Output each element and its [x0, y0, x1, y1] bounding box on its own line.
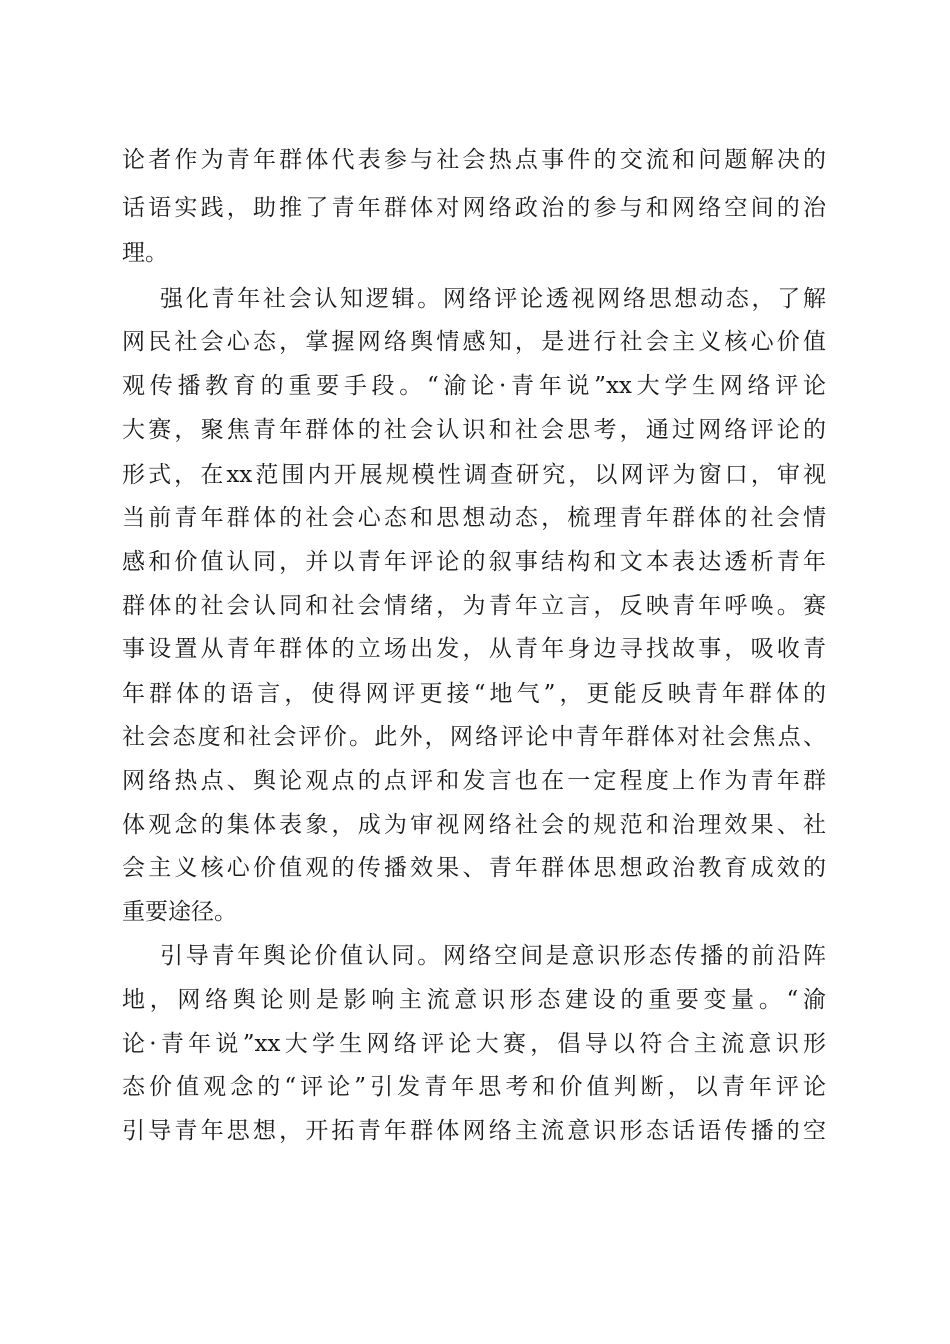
- text-line-3: 理。: [122, 240, 168, 266]
- text-line-2: 话语实践，助推了青年群体对网络政治的参与和网络空间的治: [122, 195, 826, 221]
- text-line-15: 网络热点、舆论观点的点评和发言也在一定程度上作为青年群: [122, 768, 826, 794]
- text-line-19: 引导青年舆论价值认同。网络空间是意识形态传播的前沿阵: [160, 943, 826, 969]
- text-line-10: 感和价值认同，并以青年评论的叙事结构和文本表达透析青年: [122, 549, 826, 575]
- text-line-9: 当前青年群体的社会心态和思想动态，梳理青年群体的社会情: [122, 505, 826, 531]
- text-line-6: 观传播教育的重要手段。“渝论·青年说”xx大学生网络评论: [122, 373, 826, 399]
- text-line-21: 论·青年说”xx大学生网络评论大赛，倡导以符合主流意识形: [122, 1031, 826, 1057]
- text-line-22: 态价值观念的“评论”引发青年思考和价值判断，以青年评论: [122, 1074, 826, 1100]
- text-line-18: 重要途径。: [122, 899, 237, 925]
- text-line-20: 地，网络舆论则是影响主流意识形态建设的重要变量。“渝: [122, 987, 826, 1013]
- text-line-14: 社会态度和社会评价。此外，网络评论中青年群体对社会焦点、: [122, 724, 826, 750]
- text-line-1: 论者作为青年群体代表参与社会热点事件的交流和问题解决的: [122, 147, 826, 173]
- text-line-7: 大赛，聚焦青年群体的社会认识和社会思考，通过网络评论的: [122, 417, 826, 443]
- text-line-13: 年群体的语言，使得网评更接“地气”，更能反映青年群体的: [122, 681, 826, 707]
- text-line-11: 群体的社会认同和社会情绪，为青年立言，反映青年呼唤。赛: [122, 593, 826, 619]
- text-line-16: 体观念的集体表象，成为审视网络社会的规范和治理效果、社: [122, 812, 826, 838]
- text-line-8: 形式，在xx范围内开展规模性调查研究，以网评为窗口，审视: [122, 462, 826, 488]
- text-line-12: 事设置从青年群体的立场出发，从青年身边寻找故事，吸收青: [122, 636, 826, 662]
- text-line-4: 强化青年社会认知逻辑。网络评论透视网络思想动态，了解: [160, 286, 826, 312]
- text-line-17: 会主义核心价值观的传播效果、青年群体思想政治教育成效的: [122, 855, 826, 881]
- text-line-5: 网民社会心态，掌握网络舆情感知，是进行社会主义核心价值: [122, 329, 826, 355]
- text-line-23: 引导青年思想，开拓青年群体网络主流意识形态话语传播的空: [122, 1118, 826, 1144]
